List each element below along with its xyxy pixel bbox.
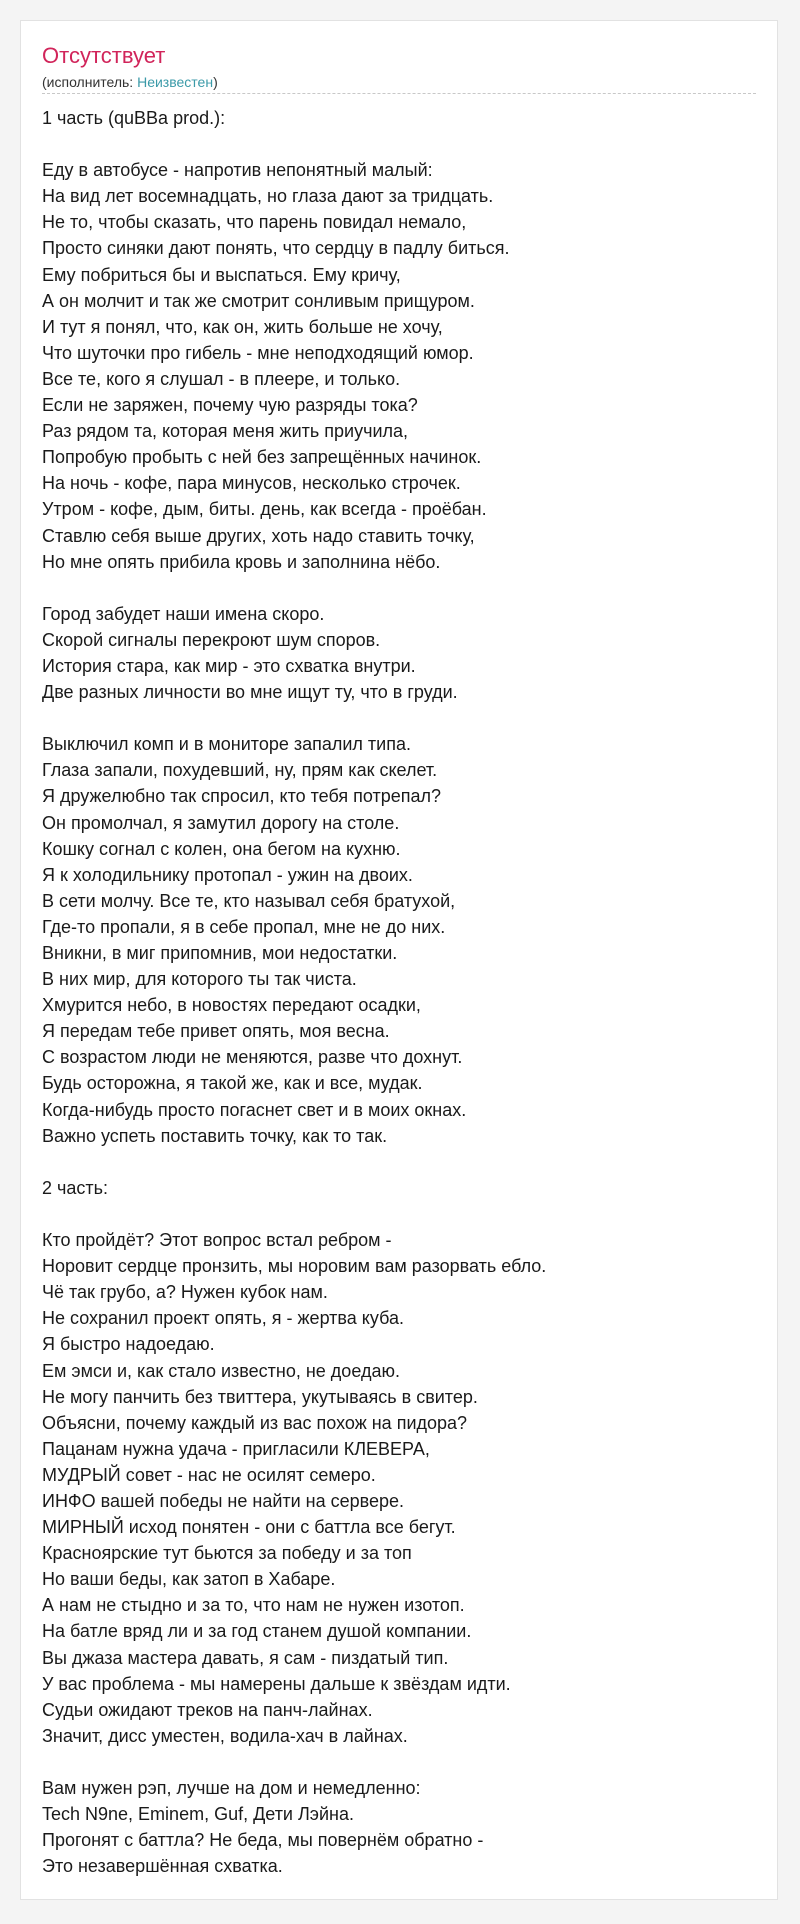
lyrics-line: Норовит сердце пронзить, мы норовим вам разорвать ебло.	[42, 1256, 547, 1277]
lyrics-line: А он молчит и так же смотрит сонливым прищуром.	[42, 290, 475, 311]
lyrics-line: На батле вряд ли и за год станем душой компании.	[42, 1621, 472, 1642]
lyrics-line: С возрастом люди не меняются, разве что дохнут.	[42, 1047, 463, 1068]
lyrics-line: У вас проблема - мы намерены дальше к звёздам идти.	[42, 1673, 511, 1694]
artist-line	[42, 73, 218, 91]
lyrics-line: Я к холодильнику протопал - ужин на двоих.	[42, 864, 413, 885]
lyrics-line: Скорой сигналы перекроют шум споров.	[42, 629, 381, 650]
lyrics-line: Это незавершённая схватка.	[42, 1856, 283, 1877]
header-divider	[42, 93, 756, 94]
lyrics-line: Ему побриться бы и выспаться. Ему кричу,	[42, 264, 401, 285]
lyrics-line: Город забудет наши имена скоро.	[42, 603, 325, 624]
lyrics-line: Объясни, почему каждый из вас похож на пидора?	[42, 1412, 468, 1433]
lyrics-line: Все те, кого я слушал - в плеере, и только.	[42, 368, 401, 389]
song-title: Отсутствует	[42, 43, 166, 68]
artist-suffix: )	[213, 74, 218, 90]
lyrics-line: Ем эмси и, как стало известно, не доедаю.	[42, 1360, 400, 1381]
lyrics-line: Чё так грубо, а? Нужен кубок нам.	[42, 1282, 328, 1303]
lyrics-line: Когда-нибудь просто погаснет свет и в моих окнах.	[42, 1099, 467, 1120]
lyrics-text	[42, 105, 756, 1879]
lyrics-blank-line	[42, 1201, 756, 1227]
lyrics-line: Просто синяки дают понять, что сердцу в падлу биться.	[42, 238, 510, 259]
lyrics-line: Tech N9ne, Eminem, Guf, Дети Лэйна.	[42, 1804, 354, 1825]
lyrics-line: Еду в автобусе - напротив непонятный малый:	[42, 160, 433, 181]
lyrics-line: В них мир, для которого ты так чиста.	[42, 969, 357, 990]
lyrics-line: Где-то пропали, я в себе пропал, мне не до них.	[42, 916, 446, 937]
lyrics-line: Что шуточки про гибель - мне неподходящий юмор.	[42, 342, 474, 363]
lyrics-card	[20, 20, 778, 1900]
lyrics-blank-line	[42, 131, 756, 157]
lyrics-line: Вам нужен рэп, лучше на дом и немедленно:	[42, 1778, 421, 1798]
lyrics-line: Прогонят с баттла? Не беда, мы повернём обратно -	[42, 1830, 484, 1851]
lyrics-line: Ставлю себя выше других, хоть надо ставить точку,	[42, 525, 475, 546]
lyrics-line: Не могу панчить без твиттера, укутываясь в свитер.	[42, 1386, 478, 1407]
lyrics-line: МИРНЫЙ исход понятен - они с баттла все бегут.	[42, 1517, 456, 1538]
lyrics-line: 2 часть:	[42, 1177, 109, 1198]
lyrics-line: Судьи ожидают треков на панч-лайнах.	[42, 1699, 373, 1720]
lyrics-line: 1 часть (quBBa prod.):	[42, 108, 226, 128]
lyrics-line: Не сохранил проект опять, я - жертва куба.	[42, 1308, 404, 1329]
lyrics-line: ИНФО вашей победы не найти на сервере.	[42, 1490, 405, 1511]
lyrics-line: Кошку согнал с колен, она бегом на кухню.	[42, 838, 401, 859]
lyrics-line: Красноярские тут бьются за победу и за топ	[42, 1543, 412, 1564]
lyrics-line: Выключил комп и в мониторе запалил типа.	[42, 734, 411, 755]
lyrics-line: Пацанам нужна удача - пригласили КЛЕВЕРА,	[42, 1438, 430, 1459]
lyrics-line: Раз рядом та, которая меня жить приучила,	[42, 421, 409, 442]
lyrics-line: Не то, чтобы сказать, что парень повидал немало,	[42, 212, 467, 233]
lyrics-blank-line	[42, 1149, 756, 1175]
lyrics-line: Утром - кофе, дым, биты. день, как всегда - проёбан.	[42, 499, 487, 520]
lyrics-line: Важно успеть поставить точку, как то так.	[42, 1125, 388, 1146]
lyrics-line: Глаза запали, похудевший, ну, прям как скелет.	[42, 760, 438, 781]
lyrics-line: На ночь - кофе, пара минусов, несколько строчек.	[42, 473, 461, 494]
lyrics-line: Значит, дисс уместен, водила-хач в лайнах.	[42, 1725, 408, 1746]
lyrics-line: История стара, как мир - это схватка внутри.	[42, 655, 416, 676]
lyrics-blank-line	[42, 1749, 756, 1775]
lyrics-line: Будь осторожна, я такой же, как и все, мудак.	[42, 1073, 423, 1094]
lyrics-line: Если не заряжен, почему чую разряды тока?	[42, 395, 418, 416]
lyrics-blank-line	[42, 575, 756, 601]
lyrics-line: В сети молчу. Все те, кто называл себя братухой,	[42, 890, 456, 911]
lyrics-line: Я дружелюбно так спросил, кто тебя потрепал?	[42, 786, 442, 807]
lyrics-line: Я передам тебе привет опять, моя весна.	[42, 1021, 390, 1042]
lyrics-line: И тут я понял, что, как он, жить больше не хочу,	[42, 316, 443, 337]
lyrics-line: Хмурится небо, в новостях передают осадки,	[42, 995, 421, 1016]
lyrics-blank-line	[42, 705, 756, 731]
lyrics-line: Я быстро надоедаю.	[42, 1334, 215, 1355]
lyrics-line: Но ваши беды, как затоп в Хабаре.	[42, 1569, 336, 1590]
lyrics-line: Он промолчал, я замутил дорогу на столе.	[42, 812, 400, 833]
lyrics-line: Две разных личности во мне ищут ту, что в груди.	[42, 682, 458, 703]
lyrics-line: Вы джаза мастера давать, я сам - пиздатый тип.	[42, 1647, 449, 1668]
lyrics-line: Кто пройдёт? Этот вопрос встал ребром -	[42, 1230, 392, 1251]
artist-link[interactable]: Неизвестен	[137, 74, 214, 90]
lyrics-line: Вникни, в миг припомнив, мои недостатки.	[42, 943, 398, 963]
lyrics-line: На вид лет восемнадцать, но глаза дают за тридцать.	[42, 186, 494, 207]
lyrics-line: А нам не стыдно и за то, что нам не нужен изотоп.	[42, 1595, 465, 1616]
lyrics-line: Попробую пробыть с ней без запрещённых начинок.	[42, 447, 482, 468]
lyrics-line: МУДРЫЙ совет - нас не осилят семеро.	[42, 1464, 376, 1485]
artist-prefix: (исполнитель:	[42, 74, 138, 90]
lyrics-line: Но мне опять прибила кровь и заполнина нёбо.	[42, 551, 441, 572]
